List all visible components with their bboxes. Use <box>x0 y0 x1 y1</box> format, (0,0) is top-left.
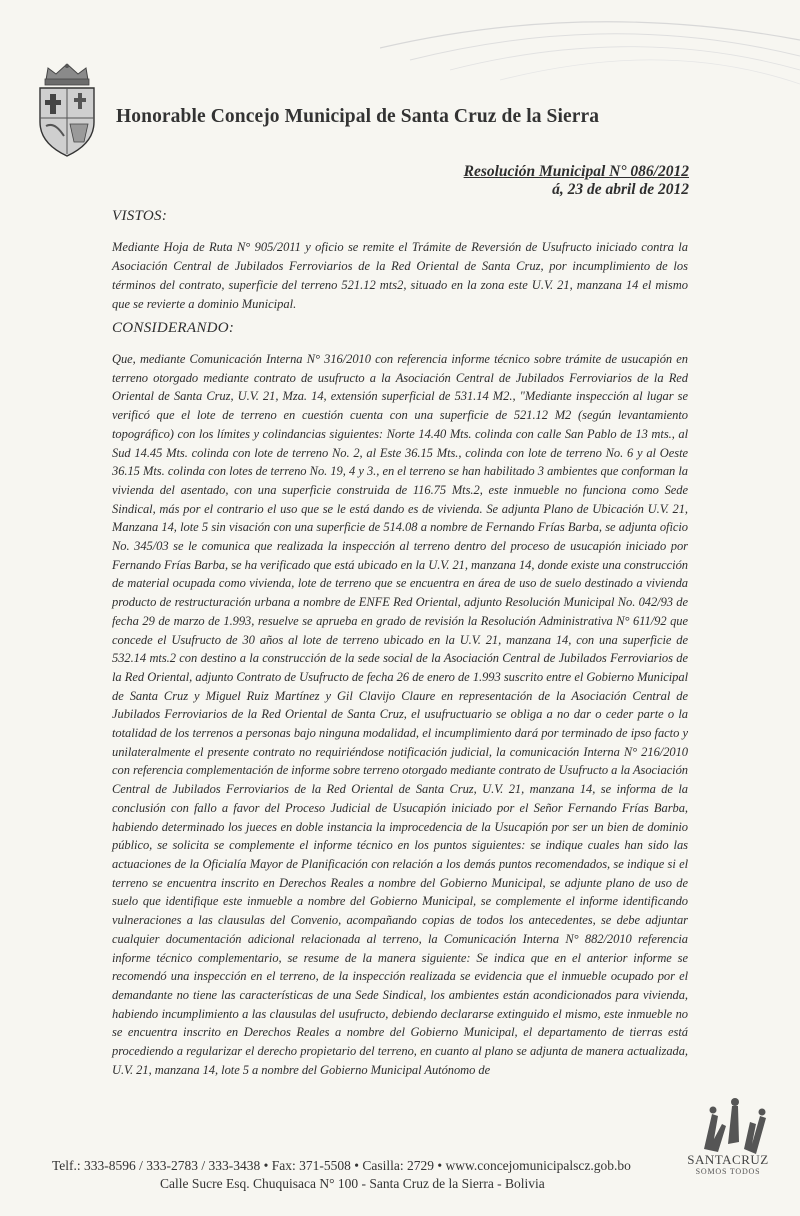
council-title: Honorable Concejo Municipal de Santa Cruz de la Sierra <box>116 106 600 127</box>
footer-logo-subtext: SOMOS TODOS <box>695 1167 761 1176</box>
footer-address: Calle Sucre Esq. Chuquisaca N° 100 - Santa Cruz de la Sierra - Bolivia <box>160 1176 545 1191</box>
resolution-date: á, 23 de abril de 2012 <box>552 181 689 198</box>
municipal-crest-icon <box>34 62 100 158</box>
resolution-number: Resolución Municipal N° 086/2012 <box>463 163 689 180</box>
santa-cruz-logo-icon <box>684 1094 784 1194</box>
vistos-paragraph: Mediante Hoja de Ruta N° 905/2011 y oficio se remite el Trámite de Reversión de Usufructo iniciado contra la Asociación Central de Jubilados Ferroviarios de la Red Oriental de Santa Cruz, por incumplimiento de los términos del contrato, superficie del terreno 521.12 mts2, situado en la zona este U.V. 21, manzana 14 el mismo que se revierte a dominio Municipal. <box>112 240 688 312</box>
footer-contact: Telf.: 333-8596 / 333-2783 / 333-3438 • Fax: 371-5508 • Casilla: 2729 • www.concejomunicipalscz.gob.bo <box>52 1158 631 1173</box>
footer-logo-text: SANTACRUZ <box>687 1152 769 1167</box>
vistos-heading: VISTOS: <box>112 208 168 224</box>
considerando-paragraph: Que, mediante Comunicación Interna N° 316/2010 con referencia informe técnico sobre trámite de usucapión en terreno otorgado mediante contrato de usufructo a la Asociación Central de Jubilados Ferroviarios de la Red Oriental de Santa Cruz, U.V. 21, Mza. 14, extensión superficial de 531.14 M2., "Mediante inspección al lugar se verificó que el lote de terreno en cuestión cuenta con una superficie de 521.12 M2 (según levantamiento topográfico) con los límites y colindancias siguientes: Norte 14.40 Mts. colinda con calle San Pablo de 13 mts., al Sud 14.45 Mts. colinda con lote de terreno No. 2, al Este 36.15 Mts., colinda con lote de terreno No. 6 y al Oeste 36.15 Mts. colinda con lotes de terreno No. 19, 4 y 3., en el terreno se han habilitado 3 ambientes que conforman la vivienda del asentado, con una superficie construida de 116.75 Mts.2, este inmueble no funciona como Sede Sindical, más por el contrario el uso que se le está dando es de vivienda. Se adjunta Plano de Ubicación U.V. 21, Manzana 14, lote 5 sin visación con una superficie de 514.08 a nombre de Fernando Frías Barba, se adjunta oficio No. 345/03 se le comunica que realizada la inspección al terreno dentro del proceso de usucapión iniciado por Fernando Frías Barba, se ha verificado que está ubicado en la U.V. 21, manzana 14, donde existe una construcción de material ocupada como vivienda, lote de terreno que se encuentra en área de uso de suelo destinado a vivienda producto de restructuración urbana a nombre de ENFE Red Oriental, adjunto Resolución Municipal No. 042/93 de fecha 29 de marzo de 1.993, resuelve se aprueba en grado de revisión la Resolución Administrativa N° 611/92 que concede el Usufructo de 30 años al lote de terreno ubicado en la U.V. 21, manzana 14, con una superficie de 532.14 mts.2 con destino a la construcción de la sede social de la Asociación Central de Jubilados Ferroviarios de la Red Oriental, adjunto Contrato de Usufructo de fecha 26 de enero de 1.993 suscrito entre el Gobierno Municipal de Santa Cruz y Miguel Ruiz Martínez y Gil Clavijo Claure en representación de la Asociación Central de Jubilados Ferroviarios de la Red Oriental de Santa Cruz, el usufructuario se obliga a no dar o ceder parte o la totalidad de los terrenos a personas bajo ninguna modalidad, el incumplimiento dará por terminado de ipso facto y unilateralmente el presente contrato no requiriéndose notificación judicial, la comunicación Interna N° 216/2010 con referencia complementación de informe sobre terreno otorgado mediante contrato de Usufructo a la Asociación Central de Jubilados Ferroviarios de la Red Oriental de Santa Cruz, U.V. 21, manzana 14, se informa de la conclusión con fallo a favor del Proceso Judicial de Usucapión iniciado por el Señor Fernando Frías Barba, habiendo determinado los jueces en doble instancia la improcedencia de la Usucapión por ser un bien de dominio público, se solicita se complemente el informe técnico en los puntos siguientes: se indique cuales han sido las actuaciones de la Oficialía Mayor de Planificación con relación a los demás puntos recomendados, se indique si el terreno se encuentra inscrito en Derechos Reales a nombre del Gobierno Municipal, se adjunte plano de uso de suelo que identifique este inmueble a nombre del Gobierno Municipal, se complemente el informe identificando vulneraciones a las clausulas del Convenio, acompañando copias de todos los antecedentes, se debe adjuntar cualquier documentación adicional relacionada al terreno, la Comunicación Interna N° 882/2010 referencia informe técnico complementario, se resume de la manera siguiente: Se indica que en el anterior informe se recomendó una inspección en el terreno, de la inspección realizada se evidencia que el inmueble ocupado por el demandante no tiene las características de una Sede Sindical, los ambientes están acondicionados para vivienda, habiendo incumplimiento a las clausulas del usufructo, debiendo declararse extinguido el mismo, este inmueble no se encuentra inscrito en Derechos Reales a nombre del Gobierno Municipal, el departamento de tierras está procediendo a regularizar el derecho propietario del terreno, en cuanto al plano se adjunta de manera actualizada, U.V. 21, manzana 14, lote 5 a nombre del Gobierno Municipal Autónomo de <box>112 352 688 1077</box>
considerando-heading: CONSIDERANDO: <box>112 320 235 336</box>
